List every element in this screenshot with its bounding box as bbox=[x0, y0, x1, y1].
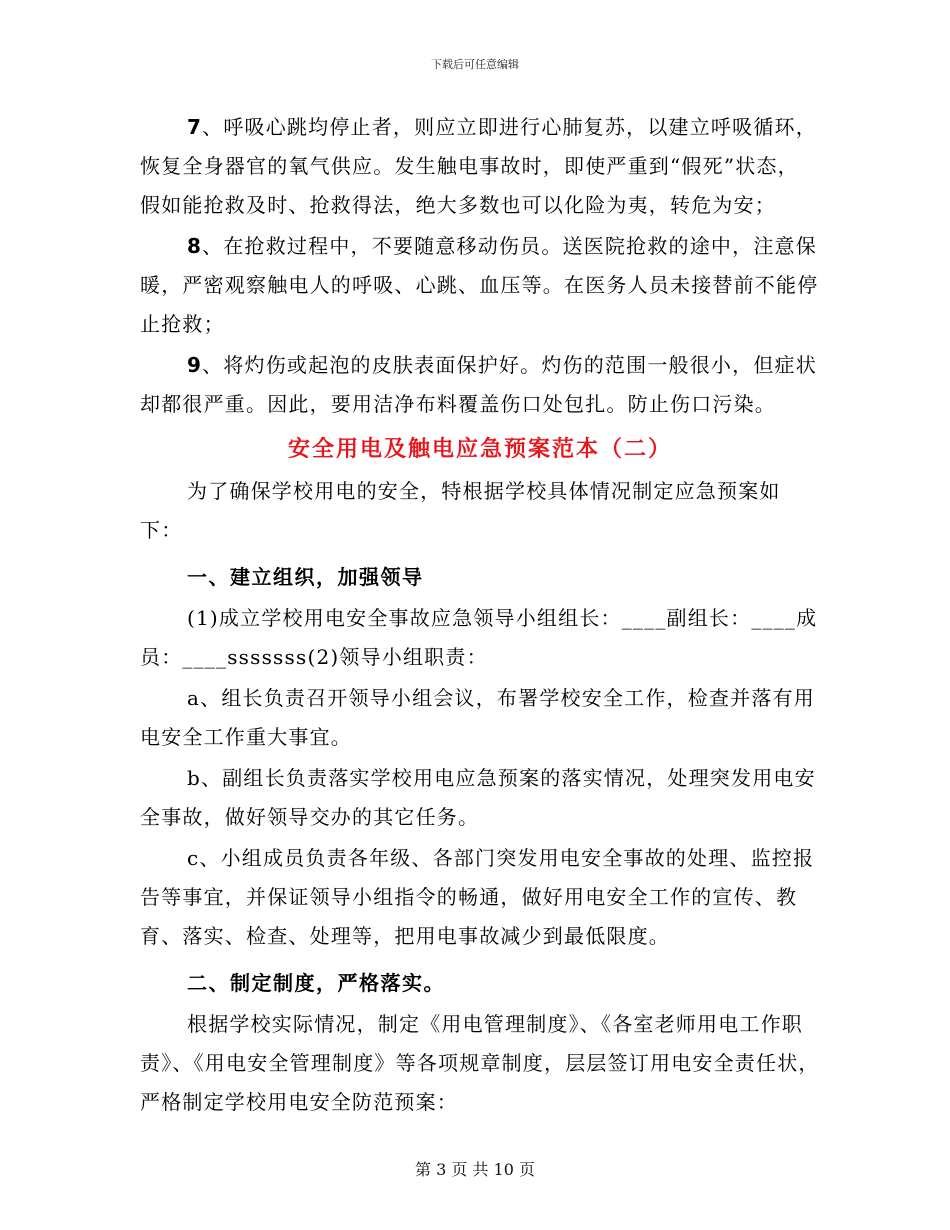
item-number: 8 bbox=[187, 234, 203, 258]
item-text: 、呼吸心跳均停止者，则应立即进行心肺复苏，以建立呼吸循环，恢复全身器官的氧气供应。发生触电事故时，即使严重到“假死”状态，假如能抢救及时、抢救得法，绝大多数也可以化险为夷，转危为安； bbox=[140, 115, 817, 217]
duty-paragraph-b: b、副组长负责落实学校用电应急预案的落实情况，处理突发用电安全事故，做好领导交办的其它任务。 bbox=[140, 766, 816, 829]
heading-organization: 一、建立组织，加强领导 bbox=[187, 565, 424, 589]
duty-paragraph-c: c、小组成员负责各年级、各部门突发用电安全事故的处理、监控报告等事宜，并保证领导小组指令的畅通，做好用电安全工作的宣传、教育、落实、检查、处理等，把用电事故减少到最低限度。 bbox=[140, 846, 815, 948]
section-title: 安全用电及触电应急预案范本（二） bbox=[287, 437, 672, 462]
list-item-8 bbox=[140, 227, 820, 344]
item-number: 9 bbox=[187, 353, 203, 377]
item-text: 、将灼伤或起泡的皮肤表面保护好。灼伤的范围一般很小，但症状却都很严重。因此，要用洁净布料覆盖伤口处包扎。防止伤口污染。 bbox=[140, 353, 817, 416]
rules-paragraph: 根据学校实际情况，制定《用电管理制度》、《各室老师用电工作职责》、《用电安全管理制度》等各项规章制度，层层签订用电安全责任状，严格制定学校用电安全防范预案： bbox=[140, 1012, 820, 1114]
item-number: 7 bbox=[187, 115, 203, 139]
list-item-9 bbox=[140, 346, 820, 424]
org-paragraph: (1)成立学校用电安全事故应急领导小组组长：____副组长：____成员：____sssssss(2)领导小组职责： bbox=[140, 606, 818, 669]
duty-paragraph-a: a、组长负责召开领导小组会议，布署学校安全工作，检查并落有用电安全工作重大事宜。 bbox=[140, 686, 815, 749]
list-item-7 bbox=[140, 108, 820, 225]
item-text: 、在抢救过程中，不要随意移动伤员。送医院抢救的途中，注意保暖，严密观察触电人的呼吸、心跳、血压等。在医务人员未接替前不能停止抢救； bbox=[140, 234, 819, 336]
document-body bbox=[140, 108, 820, 1122]
heading-rules: 二、制定制度，严格落实。 bbox=[187, 971, 445, 995]
page-footer: 第 3 页 共 10 页 bbox=[415, 1160, 535, 1179]
intro-paragraph: 为了确保学校用电的安全，特根据学校具体情况制定应急预案如下： bbox=[140, 479, 781, 542]
page-header: 下载后可任意编辑 bbox=[431, 58, 519, 71]
